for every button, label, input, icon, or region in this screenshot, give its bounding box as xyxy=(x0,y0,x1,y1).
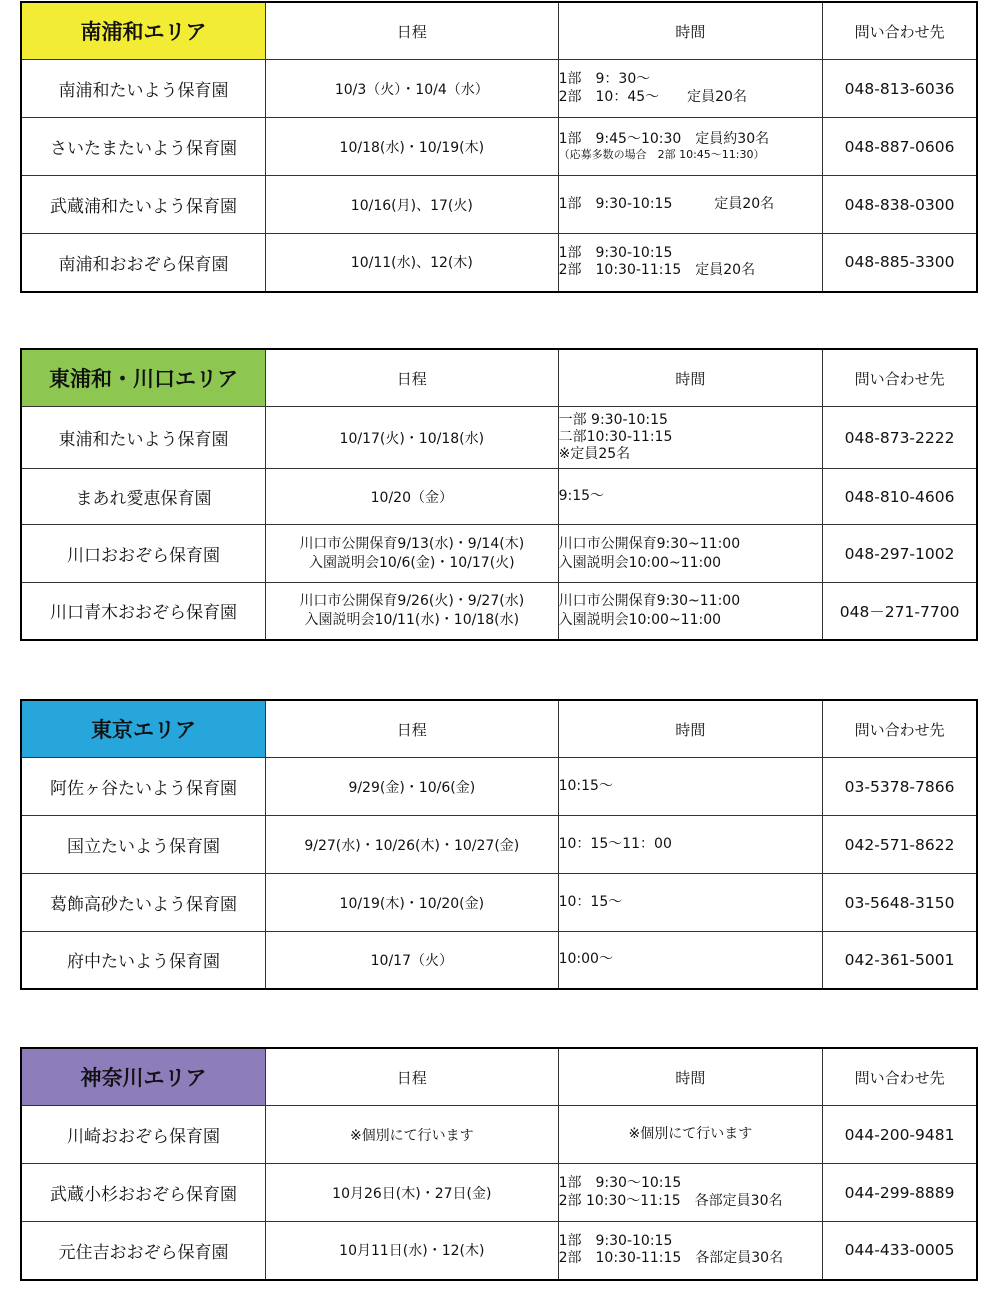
time-line: 9:15～ xyxy=(558,487,605,504)
schedule-line: 川口市公開保育9/26(火)・9/27(水) xyxy=(299,592,525,609)
schedule-line: 10/3（火）・10/4（水） xyxy=(334,81,489,98)
schedule-cell xyxy=(266,1164,559,1222)
table-row xyxy=(21,1222,977,1280)
nursery-name: 武蔵小杉おおぞら保育園 xyxy=(21,1164,266,1222)
time-line: 一部 9:30-10:15 xyxy=(558,412,668,429)
time-line: 1部 9:30-10:15 xyxy=(558,244,673,261)
table-header-row xyxy=(21,700,977,758)
time-cell xyxy=(558,469,823,525)
schedule-cell xyxy=(266,118,559,176)
schedule-line: 10/18(水)・10/19(木) xyxy=(339,139,485,156)
table-row xyxy=(21,60,977,118)
nursery-name: 葛飾高砂たいよう保育園 xyxy=(21,874,266,932)
time-cell xyxy=(558,583,823,640)
nursery-name: さいたまたいよう保育園 xyxy=(21,118,266,176)
schedule-line: 入園説明会10/6(金)・10/17(火) xyxy=(308,554,515,571)
schedule-cell xyxy=(266,407,559,469)
nursery-name: 阿佐ヶ谷たいよう保育園 xyxy=(21,758,266,816)
nursery-name: 川口おおぞら保育園 xyxy=(21,525,266,583)
nursery-name: 南浦和たいよう保育園 xyxy=(21,60,266,118)
time-line: 川口市公開保育9:30~11:00 xyxy=(558,592,741,609)
phone-number[interactable]: 044-200-9481 xyxy=(823,1106,977,1164)
time-cell xyxy=(558,407,823,469)
time-line: 1部 9：30～ xyxy=(558,71,651,87)
schedule-line: 10/17(火)・10/18(水) xyxy=(339,430,485,447)
time-cell xyxy=(558,60,823,118)
table-row xyxy=(21,816,977,874)
time-line: 1部 9:45～10:30 定員約30名 xyxy=(558,130,770,147)
table-header-row xyxy=(21,349,977,407)
schedule-cell xyxy=(266,1222,559,1280)
phone-number[interactable]: 048‐887‐0606 xyxy=(823,118,977,176)
area-table-kanagawa xyxy=(20,1047,978,1281)
time-line: 2部 10:30～11:15 各部定員30名 xyxy=(558,1192,783,1209)
time-line: 入園説明会10:00~11:00 xyxy=(558,554,722,571)
phone-number[interactable]: 048-838-0300 xyxy=(823,176,977,234)
table-row xyxy=(21,525,977,583)
schedule-cell xyxy=(266,525,559,583)
nursery-name: 南浦和おおぞら保育園 xyxy=(21,234,266,292)
time-cell xyxy=(558,118,823,176)
schedule-cell xyxy=(266,758,559,816)
phone-number[interactable]: 044-433-0005 xyxy=(823,1222,977,1280)
schedule-line: 9/29(金)・10/6(金) xyxy=(348,779,476,796)
date-header: 日程 xyxy=(266,349,559,407)
schedule-line: 10/19(木)・10/20(金) xyxy=(339,895,485,912)
schedule-line: 10/20（金） xyxy=(370,489,453,506)
time-line: 1部 9:30～10:15 xyxy=(558,1175,682,1191)
area-title: 南浦和エリア xyxy=(21,2,266,60)
date-header: 日程 xyxy=(266,2,559,60)
nursery-name: まあれ愛恵保育園 xyxy=(21,469,266,525)
phone-number[interactable]: 048－271-7700 xyxy=(823,583,977,640)
area-table-tokyo xyxy=(20,699,978,990)
nursery-name: 国立たいよう保育園 xyxy=(21,816,266,874)
time-line: 1部 9:30-10:15 xyxy=(558,1232,673,1249)
table-row xyxy=(21,118,977,176)
schedule-line: 10/16(月)、17(火) xyxy=(350,197,473,214)
table-row xyxy=(21,407,977,469)
nursery-name: 武蔵浦和たいよう保育園 xyxy=(21,176,266,234)
phone-number[interactable]: 048-297-1002 xyxy=(823,525,977,583)
time-line: 10:00～ xyxy=(558,951,613,967)
table-row xyxy=(21,583,977,640)
time-cell xyxy=(558,1106,823,1164)
schedule-cell xyxy=(266,234,559,292)
time-cell xyxy=(558,234,823,292)
table-row xyxy=(21,234,977,292)
phone-number[interactable]: 048-810-4606 xyxy=(823,469,977,525)
time-line: 10：15～ xyxy=(558,893,623,910)
table-row xyxy=(21,758,977,816)
schedule-cell xyxy=(266,469,559,525)
phone-number[interactable]: 03-5648-3150 xyxy=(823,874,977,932)
time-cell xyxy=(558,1164,823,1222)
contact-header: 問い合わせ先 xyxy=(823,2,977,60)
table-row xyxy=(21,469,977,525)
area-title: 東京エリア xyxy=(21,700,266,758)
time-header: 時間 xyxy=(558,349,823,407)
schedule-cell xyxy=(266,60,559,118)
schedule-line: 9/27(水)・10/26(木)・10/27(金) xyxy=(304,837,520,854)
time-line: 10：15～11：00 xyxy=(558,835,672,852)
area-title: 東浦和・川口エリア xyxy=(21,349,266,407)
time-line: 入園説明会10:00~11:00 xyxy=(558,611,722,628)
time-cell xyxy=(558,758,823,816)
phone-number[interactable]: 044-299-8889 xyxy=(823,1164,977,1222)
schedule-line: 10/11(水)、12(木) xyxy=(350,255,473,272)
time-line: ※定員25名 xyxy=(558,445,631,462)
schedule-line: ※個別にて行います xyxy=(349,1127,474,1144)
area-table-higashi-urawa-kawaguchi xyxy=(20,348,978,641)
table-row xyxy=(21,176,977,234)
time-header: 時間 xyxy=(558,1048,823,1106)
schedule-cell xyxy=(266,176,559,234)
time-cell xyxy=(558,874,823,932)
time-line: 川口市公開保育9:30~11:00 xyxy=(558,535,741,552)
phone-number[interactable]: 042-361-5001 xyxy=(823,932,977,989)
schedule-line: 川口市公開保育9/13(水)・9/14(木) xyxy=(299,535,525,552)
nursery-name: 府中たいよう保育園 xyxy=(21,932,266,989)
schedule-cell xyxy=(266,583,559,640)
table-row xyxy=(21,1164,977,1222)
time-header: 時間 xyxy=(558,700,823,758)
phone-number[interactable]: 042-571-8622 xyxy=(823,816,977,874)
time-line: 二部10:30-11:15 xyxy=(558,429,673,446)
phone-number[interactable]: 048-813-6036 xyxy=(823,60,977,118)
nursery-name: 川口青木おおぞら保育園 xyxy=(21,583,266,640)
schedule-line: 10/17（火） xyxy=(370,952,453,969)
time-line: 2部 10：45～ 定員20名 xyxy=(558,88,747,105)
table-header-row xyxy=(21,1048,977,1106)
phone-number[interactable]: 048-885-3300 xyxy=(823,234,977,292)
phone-number[interactable]: 03-5378-7866 xyxy=(823,758,977,816)
contact-header: 問い合わせ先 xyxy=(823,349,977,407)
contact-header: 問い合わせ先 xyxy=(823,700,977,758)
table-header-row xyxy=(21,2,977,60)
schedule-cell xyxy=(266,816,559,874)
date-header: 日程 xyxy=(266,700,559,758)
schedule-cell xyxy=(266,1106,559,1164)
table-row xyxy=(21,874,977,932)
time-line: 2部 10:30-11:15 各部定員30名 xyxy=(558,1250,784,1267)
area-title: 神奈川エリア xyxy=(21,1048,266,1106)
time-cell xyxy=(558,816,823,874)
time-note: （応募多数の場合 2部 10:45～11:30） xyxy=(558,148,765,162)
phone-number[interactable]: 048-873-2222 xyxy=(823,407,977,469)
nursery-name: 元住吉おおぞら保育園 xyxy=(21,1222,266,1280)
table-row xyxy=(21,1106,977,1164)
time-line: 10:15～ xyxy=(558,777,613,794)
time-cell xyxy=(558,1222,823,1280)
area-table-minami-urawa xyxy=(20,1,978,293)
time-header: 時間 xyxy=(558,2,823,60)
time-cell xyxy=(558,176,823,234)
time-cell xyxy=(558,525,823,583)
nursery-name: 川崎おおぞら保育園 xyxy=(21,1106,266,1164)
time-cell xyxy=(558,932,823,989)
nursery-name: 東浦和たいよう保育園 xyxy=(21,407,266,469)
time-line: 1部 9:30-10:15 定員20名 xyxy=(558,195,775,212)
time-line: 2部 10:30-11:15 定員20名 xyxy=(558,262,756,279)
schedule-line: 10月26日(木)・27日(金) xyxy=(332,1185,492,1202)
time-line: ※個別にて行います xyxy=(628,1125,753,1142)
schedule-cell xyxy=(266,932,559,989)
schedule-line: 入園説明会10/11(水)・10/18(水) xyxy=(304,611,520,628)
contact-header: 問い合わせ先 xyxy=(823,1048,977,1106)
date-header: 日程 xyxy=(266,1048,559,1106)
schedule-cell xyxy=(266,874,559,932)
schedule-line: 10月11日(水)・12(木) xyxy=(339,1243,485,1260)
table-row xyxy=(21,932,977,989)
